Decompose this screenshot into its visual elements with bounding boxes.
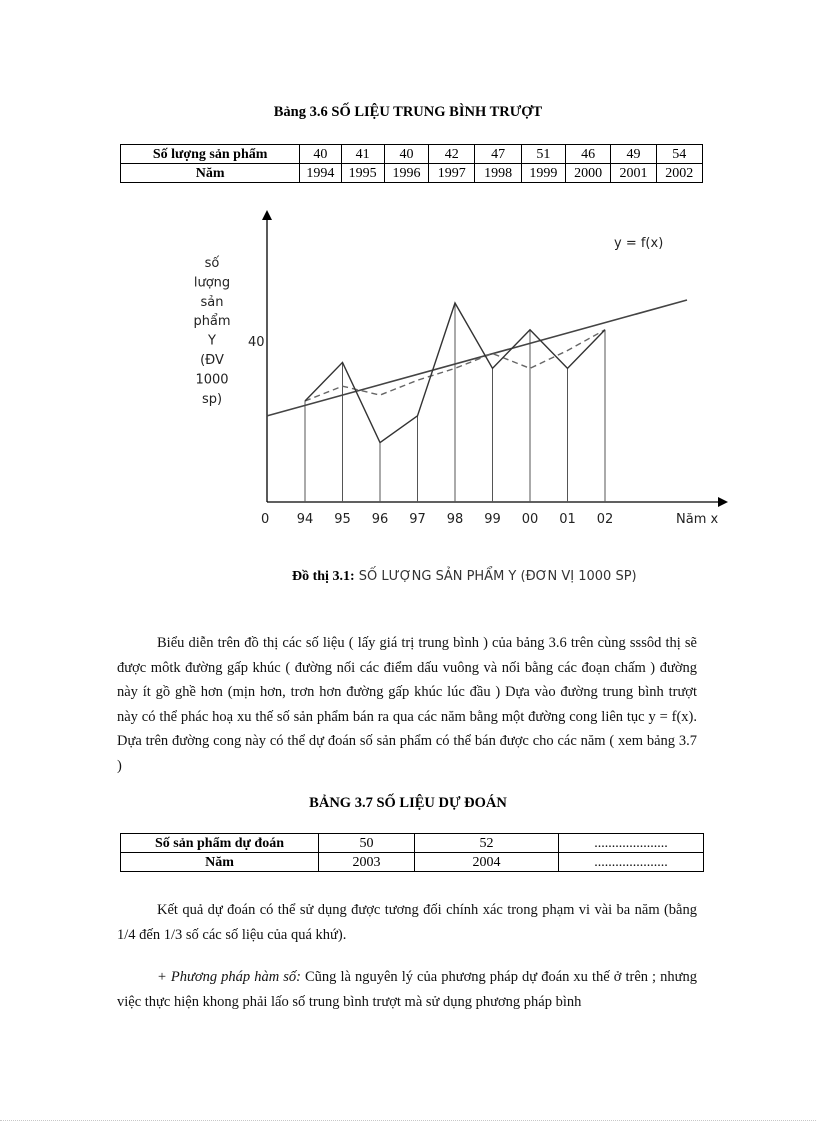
quantity-cell: 41: [341, 145, 384, 164]
forecast-year-label: Năm: [121, 853, 319, 872]
y-axis-label-line: sản: [200, 294, 224, 310]
forecast-row-label: Số sản phẩm dự đoán: [121, 834, 319, 853]
year-cell: 1999: [521, 164, 565, 183]
y-axis-label-line: sp): [201, 391, 223, 407]
quantity-cell: 51: [521, 145, 565, 164]
table1-caption: Bảng 3.6 SỐ LIỆU TRUNG BÌNH TRƯỢT: [273, 104, 543, 120]
function-method-text: Cũng là nguyên lý của phương pháp dự đoán xu thế ở trên ; nhưng việc thực hiện khong phải lấo số trung bình trượt mà sử dụng phương pháp bình: [117, 969, 697, 1010]
forecast-row: [121, 834, 704, 853]
quantity-cell: 42: [429, 145, 475, 164]
year-cell: 1997: [429, 164, 475, 183]
quantity-cell: 47: [475, 145, 521, 164]
quantity-cell: 54: [656, 145, 702, 164]
x-tick-label: 00: [521, 512, 539, 527]
forecast-table: [120, 833, 704, 872]
x-tick-label: 98: [446, 512, 464, 527]
trend-line: [267, 300, 687, 416]
product-quantity-chart: [0, 200, 816, 540]
x-axis-label: Năm x: [676, 512, 719, 527]
quantity-cell: 49: [611, 145, 656, 164]
forecast-year-cell: 2004: [415, 853, 559, 872]
function-method-heading: + Phương pháp hàm số:: [157, 969, 301, 985]
x-tick-label: 99: [484, 512, 501, 527]
figure-caption: [292, 569, 637, 585]
y-axis-label-line: phẩm: [193, 314, 231, 330]
figure-caption-text: SỐ LƯỢNG SẢN PHẨM Y (ĐƠN VỊ 1000 SP): [354, 569, 637, 584]
year-row-label: Năm: [121, 164, 300, 183]
trend-line-label: y = f(x): [614, 236, 664, 251]
year-cell: 2000: [566, 164, 611, 183]
quantity-cell: 46: [566, 145, 611, 164]
y-axis-label-line: (ĐV: [200, 353, 224, 368]
forecast-year-cell: .....................: [559, 853, 704, 872]
x-tick-label: 94: [296, 512, 314, 527]
year-cell: 2002: [656, 164, 702, 183]
year-cell: 2001: [611, 164, 656, 183]
quantity-row: [121, 145, 703, 164]
table2-caption: BẢNG 3.7 SỐ LIỆU DỰ ĐOÁN: [309, 795, 507, 811]
paragraph-forecast-accuracy: Kết quả dự đoán có thể sử dụng được tương đối chính xác trong phạm vi vài ba năm (bằng 1/4 đến 1/3 số các số liệu của quá khứ).: [117, 902, 697, 943]
year-cell: 1996: [384, 164, 428, 183]
quantity-row-label: Số lượng sản phẩm: [121, 145, 300, 164]
year-cell: 1994: [300, 164, 341, 183]
year-cell: 1995: [341, 164, 384, 183]
quantity-cell: 40: [300, 145, 341, 164]
y-axis-label: [193, 256, 230, 407]
y-axis-label-line: Y: [208, 333, 216, 349]
x-tick-label: 95: [334, 512, 351, 527]
forecast-cell: 52: [415, 834, 559, 853]
y-axis-label-line: số: [204, 256, 220, 271]
x-tick-label: 01: [559, 512, 576, 527]
x-tick-label: 97: [409, 512, 426, 527]
forecast-year-row: [121, 853, 704, 872]
paragraph-function-method: [117, 965, 697, 1014]
x-tick-label: 96: [371, 512, 389, 527]
x-tick-label: 02: [596, 512, 614, 527]
figure-caption-number: Đồ thị 3.1:: [292, 569, 355, 584]
moving-average-table: [120, 144, 703, 183]
year-row: [121, 164, 703, 183]
origin-label: 0: [261, 512, 270, 527]
y-tick-label: 40: [248, 335, 265, 350]
y-axis-label-line: 1000: [195, 372, 229, 388]
paragraph-moving-average: Biểu diễn trên đồ thị các số liệu ( lấy giá trị trung bình ) của bảng 3.6 trên cùng sssôd thị sẽ được môtk đường gấp khúc ( đường nối các điểm dấu vuông và nối bằng các đoạn chấm ) đường này ít gồ ghề hơn (mịn hơn, trơn hơn đường gấp khúc lúc đầu ) Dựa vào đường trung bình trượt này có thể phác hoạ xu thế số sản phẩm bán ra qua các năm bằng một đường cong liên tục y = f(x). Dựa trên đường cong này có thể dự đoán số sản phẩm có thể bán được cho các năm ( xem bảng 3.7 ): [117, 635, 697, 774]
year-cell: 1998: [475, 164, 521, 183]
y-axis-label-line: lượng: [193, 275, 231, 291]
page-bottom-divider: [0, 1120, 816, 1121]
forecast-cell: .....................: [559, 834, 704, 853]
quantity-cell: 40: [384, 145, 428, 164]
forecast-cell: 50: [319, 834, 415, 853]
forecast-year-cell: 2003: [319, 853, 415, 872]
